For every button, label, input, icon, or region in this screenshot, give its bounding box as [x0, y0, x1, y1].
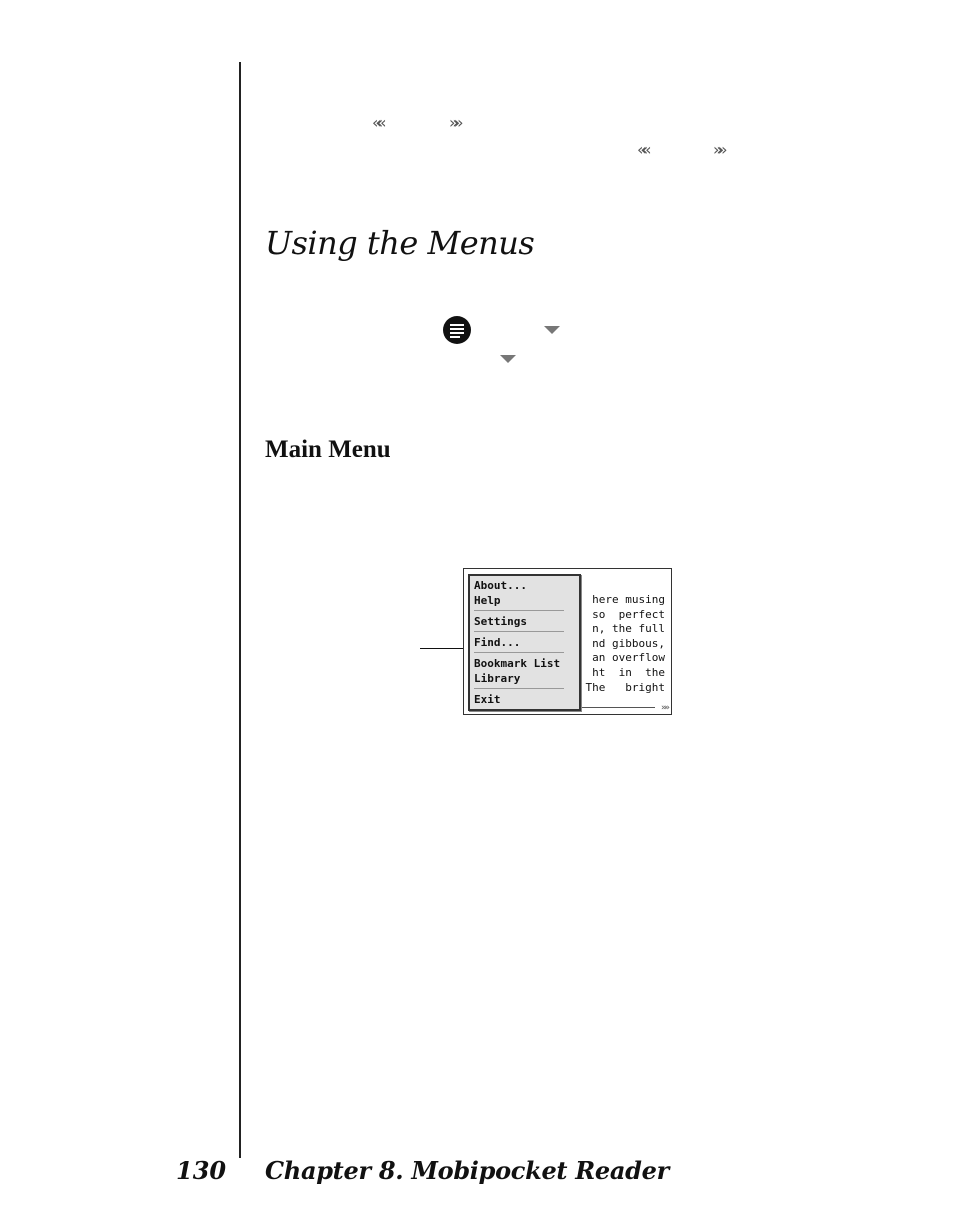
page-next-icon [661, 703, 668, 713]
previous-arrow-glyph: « [372, 113, 379, 132]
menu-separator [474, 631, 564, 632]
next-arrow-icon [449, 115, 461, 131]
menu-separator [474, 652, 564, 653]
book-text-line: here musing [592, 593, 665, 606]
section-heading: Using the Menus [265, 224, 535, 262]
book-text-line: ht in the [592, 665, 665, 679]
previous-arrow-glyph-2: « [376, 113, 384, 132]
page-next-glyph-2: » [664, 703, 668, 713]
menu-separator [474, 610, 564, 611]
menu-separator [474, 688, 564, 689]
next-arrow-glyph-4: » [717, 140, 725, 159]
subsection-heading: Main Menu [265, 436, 391, 463]
callout-line [420, 648, 466, 649]
device-screenshot [463, 568, 672, 715]
book-text [569, 593, 665, 695]
book-text-line: so perfect [592, 607, 665, 621]
main-menu-popup [468, 574, 581, 711]
book-text-line: The bright [585, 680, 665, 694]
next-arrow-glyph-3: » [713, 140, 720, 159]
menu-item-settings[interactable]: Settings [474, 615, 527, 628]
next-arrow-icon-2 [713, 142, 725, 158]
next-arrow-glyph: » [449, 113, 456, 132]
book-text-line: n, the full [592, 622, 665, 636]
previous-arrow-glyph-3: « [637, 140, 644, 159]
menu-item-find[interactable]: Find... [474, 636, 521, 649]
margin-rule [239, 62, 241, 1158]
dropdown-triangle-icon-2 [500, 355, 516, 363]
menu-icon [443, 316, 471, 344]
menu-item-help[interactable]: Help [474, 594, 501, 607]
page-next-glyph: » [660, 703, 665, 713]
page-number: 130 [176, 1156, 227, 1185]
menu-item-library[interactable]: Library [474, 672, 521, 685]
previous-arrow-icon [372, 115, 384, 131]
previous-arrow-icon-2 [637, 142, 649, 158]
book-text-line: nd gibbous, [592, 636, 665, 650]
book-text-line: an overflow [592, 651, 665, 665]
chapter-title: Chapter 8. Mobipocket Reader [265, 1156, 669, 1185]
next-arrow-glyph-2: » [453, 113, 461, 132]
menu-item-bookmark-list[interactable]: Bookmark List [474, 657, 561, 670]
menu-item-exit[interactable]: Exit [474, 693, 501, 706]
scroll-bar [579, 707, 655, 708]
menu-item-about[interactable]: About... [474, 579, 527, 592]
previous-arrow-glyph-4: « [641, 140, 649, 159]
dropdown-triangle-icon [544, 326, 560, 334]
